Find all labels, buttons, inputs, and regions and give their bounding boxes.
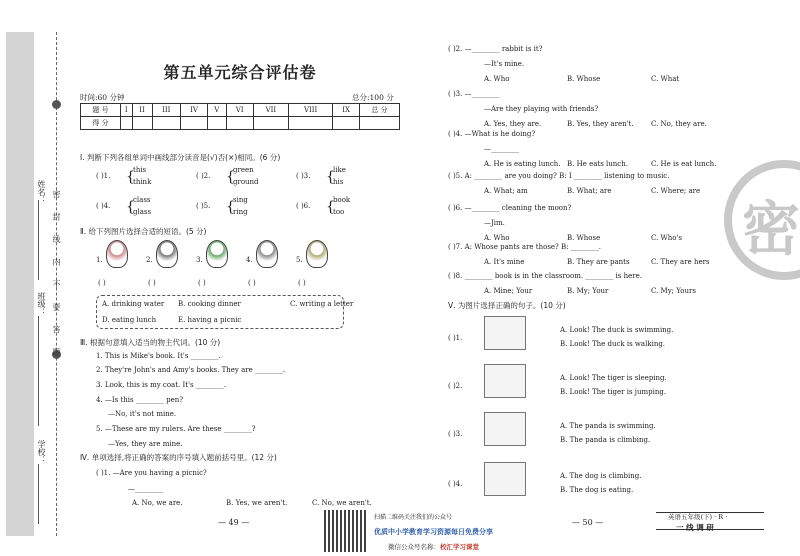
question-option: A. What; am [484,187,528,195]
question-option: B. Yes, they aren't. [567,120,634,128]
class-label: 班级： [37,292,46,316]
phrase-option: D. eating lunch [102,316,157,324]
s2-picture-2 [156,240,178,268]
score-header-cell: IV [181,104,208,117]
score-cell [132,117,152,130]
s3-line: 4. —Is this ________ pen? [96,396,183,404]
brand-label: 一 线 调 研 [676,523,714,532]
question-sub: —Are they playing with friends? [484,105,599,113]
name-label: 姓名： [37,180,46,204]
grade-label: 英语五年级(下) · R · [668,513,728,521]
s1-brace: { [126,169,135,185]
question-option: C. My; Yours [651,287,696,295]
s5-picture-panda [484,412,526,446]
question-option: A. Who [484,234,510,242]
s1-word-a: sing [233,196,248,204]
q1-option: A. No, we are. [132,499,183,507]
score-header-cell: VI [226,104,253,117]
score-cell [208,117,227,130]
question-sub: —Jim. [484,219,505,227]
question-option: C. He is eat lunch. [651,160,717,168]
s2-number: 1. [96,256,103,264]
binding-strip [6,32,34,536]
right-page-number: — 50 — [572,518,604,527]
score-header-cell: 总 分 [360,104,400,117]
s5-number: ( )4. [448,480,463,488]
seal-dot [52,100,61,109]
name-underline [38,200,39,280]
question-option: C. Who's [651,234,682,242]
wechat-name: 校汇学习课堂 [440,543,479,551]
s5-option-b: B. Look! The duck is walking. [560,340,666,348]
seal-char: 密 [742,195,800,263]
school-underline [38,464,39,524]
section4-heading: Ⅳ. 单项选择,将正确的答案的序号填入题前括号里。(12 分) [80,453,277,462]
s2-answer-paren: ( ) [148,279,156,287]
s3-line: 5. —These are my rulers. Are these ________? [96,425,256,433]
score-cell [152,117,180,130]
question-option: B. He eats lunch. [567,160,628,168]
question-option: A. He is eating lunch. [484,160,561,168]
s5-number: ( )1. [448,334,463,342]
q1-question: ( )1. —Are you having a picnic? [96,469,207,477]
s1-item-number: ( )2. [196,172,211,180]
s2-number: 3. [196,256,203,264]
s2-picture-1 [106,240,128,268]
s3-line: 1. This is Mike's book. It's ________. [96,352,221,360]
question-option: C. Where; are [651,187,701,195]
seal-text: 密 封 线 内 不 要 答 题 [52,190,61,362]
total-score: 总分:100 分 [352,93,394,102]
score-cell [333,117,360,130]
score-label-cell: 得 分 [81,117,121,130]
score-header-cell: VII [253,104,289,117]
s5-option-b: B. Look! The tiger is jumping. [560,388,667,396]
s5-picture-dog [484,462,526,496]
question-sub: —________ [484,145,519,153]
s2-number: 2. [146,256,153,264]
s5-picture-tiger [484,364,526,398]
s5-option-b: B. The dog is eating. [560,486,634,494]
s1-word-b: think [133,178,152,186]
phrase-option: E. having a picnic [178,316,242,324]
q1-blank: —________ [128,485,163,493]
s1-brace: { [126,199,135,215]
s1-item-number: ( )6. [296,202,311,210]
s5-option-a: A. Look! The tiger is sleeping. [560,374,667,382]
s1-word-a: this [133,166,147,174]
score-header-cell: III [152,104,180,117]
score-header-cell: IX [333,104,360,117]
s5-picture-duck [484,316,526,350]
s5-number: ( )2. [448,382,463,390]
section2-heading: Ⅱ. 给下列图片选择合适的短语。(5 分) [80,227,207,236]
question-option: B. They are pants [567,258,630,266]
s1-word-b: too [333,208,345,216]
left-page-number: — 49 — [218,518,250,527]
s1-word-a: like [333,166,346,174]
score-cell [253,117,289,130]
s2-picture-3 [206,240,228,268]
s1-word-a: green [233,166,254,174]
s1-word-b: his [333,178,344,186]
score-header-cell: VIII [289,104,333,117]
s2-number: 4. [246,256,253,264]
phrase-option: A. drinking water [102,300,165,308]
question-option: B. Whose [567,234,601,242]
s5-option-a: A. The dog is climbing. [560,472,642,480]
question-6: ( )6. —________ cleaning the moon? [448,204,572,212]
phrase-option: B. cooking dinner [178,300,241,308]
s1-word-b: glass [133,208,152,216]
question-option: C. No, they are. [651,120,707,128]
s5-option-a: A. The panda is swimming. [560,422,656,430]
score-header-cell: I [121,104,133,117]
page-title: 第五单元综合评估卷 [163,63,317,82]
question-2: ( )2. —________ rabbit is it? [448,45,543,53]
s1-item-number: ( )4. [96,202,111,210]
s5-option-b: B. The panda is climbing. [560,436,651,444]
class-underline [38,316,39,426]
s1-word-a: book [333,196,351,204]
score-cell [181,117,208,130]
s2-answer-paren: ( ) [198,279,206,287]
section5-heading: Ⅴ. 为图片选择正确的句子。(10 分) [448,301,566,310]
q1-option: C. No, we aren't. [312,499,372,507]
score-cell [289,117,333,130]
score-header-cell: II [132,104,152,117]
s3-line: 3. Look, this is my coat. It's ________. [96,381,227,389]
score-header-cell: 题 号 [81,104,121,117]
question-option: B. Whose [567,75,601,83]
s1-brace: { [226,169,235,185]
s1-word-b: ground [233,178,259,186]
s1-item-number: ( )1. [96,172,111,180]
s3-line: —Yes, they are mine. [108,440,183,448]
s1-word-a: class [133,196,151,204]
school-label: 学校： [37,440,46,464]
s2-number: 5. [296,256,303,264]
question-sub: —It's mine. [484,60,525,68]
s1-word-b: ring [233,208,248,216]
s2-answer-paren: ( ) [298,279,306,287]
s2-picture-5 [306,240,328,268]
phrase-option: C. writing a letter [290,300,354,308]
s5-number: ( )3. [448,430,463,438]
score-header-cell: V [208,104,227,117]
s1-brace: { [226,199,235,215]
s1-item-number: ( )3. [296,172,311,180]
wechat-label: 微信公众号名称：校汇学习课堂 [388,543,479,551]
s1-brace: { [326,169,335,185]
s1-brace: { [326,199,335,215]
s2-answer-paren: ( ) [98,279,106,287]
scan-text: 扫描二维码关注我们的公众号 [374,514,453,521]
qr-code [324,510,368,552]
section3-heading: Ⅲ. 根据句意填入适当的物主代词。(10 分) [80,338,221,347]
question-8: ( )8. ________ book is in the classroom. ________ is here. [448,272,642,280]
score-cell [226,117,253,130]
question-option: C. What [651,75,680,83]
score-table [80,103,400,130]
question-option: C. They are hers [651,258,710,266]
promo-text: 优质中小学教育学习资源每日免费分享 [374,527,493,536]
question-5: ( )5. A: ________ are you doing? B: I ________ listening to music. [448,172,670,180]
s2-picture-4 [256,240,278,268]
q1-option: B. Yes, we aren't. [226,499,288,507]
question-option: A. Mine; Your [484,287,533,295]
s2-answer-paren: ( ) [248,279,256,287]
question-option: A. It's mine [484,258,525,266]
question-7: ( )7. A: Whose pants are those? B: ________. [448,243,601,251]
s3-line: 2. They're John's and Amy's books. They are ________. [96,366,286,374]
question-4: ( )4. —What is he doing? [448,130,536,138]
s3-line: —No, it's not mine. [108,410,177,418]
s1-item-number: ( )5. [196,202,211,210]
score-cell [360,117,400,130]
question-option: A. Yes, they are. [484,120,542,128]
section1-heading: Ⅰ. 判断下列各组单词中画线部分读音是(√)否(×)相同。(6 分) [80,153,281,162]
question-option: B. What; are [567,187,612,195]
s5-option-a: A. Look! The duck is swimming. [560,326,674,334]
question-option: A. Who [484,75,510,83]
question-3: ( )3. —________ [448,90,500,98]
score-cell [121,117,133,130]
question-option: B. My; Your [567,287,609,295]
time-limit: 时间:60 分钟 [80,93,125,102]
